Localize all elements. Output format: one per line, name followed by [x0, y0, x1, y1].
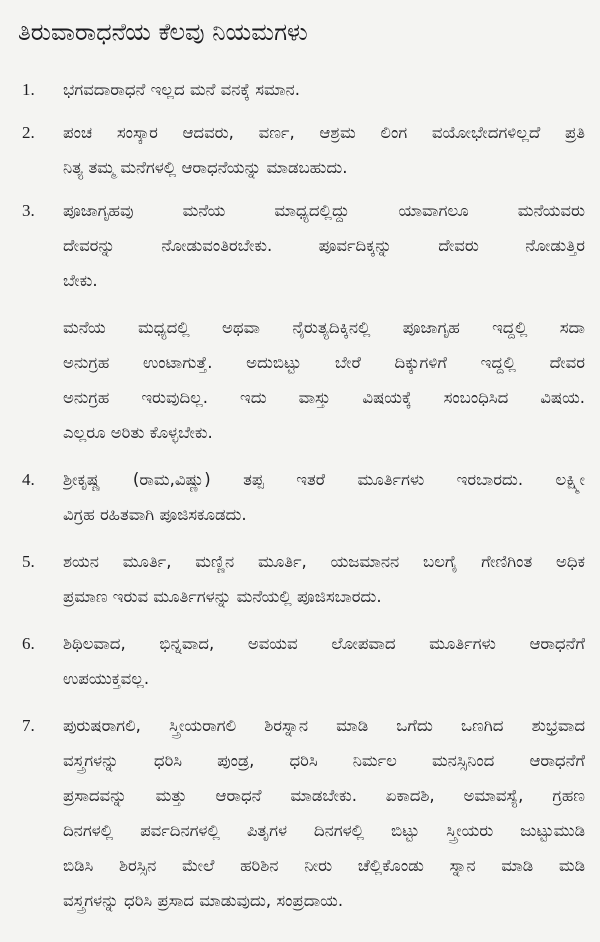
- rule-number: 4.: [22, 470, 35, 489]
- page-title: ತಿರುವಾರಾಧನೆಯ ಕೆಲವು ನಿಯಮಗಳು: [18, 18, 308, 46]
- rule-number: 3.: [22, 201, 35, 220]
- text-line: ಪುರುಷರಾಗಲಿ, ಸ್ತ್ರೀಯರಾಗಲಿ ಶಿರಸ್ನಾನ ಮಾಡಿ ಒಗೆದು ಒಣಗಿದ ಶುಭ್ರವಾದ: [63, 716, 585, 735]
- rule-text: [63, 193, 585, 298]
- rule-text: [63, 708, 585, 918]
- text-line: ಎಲ್ಲರೂ ಅರಿತು ಕೊಳ್ಳಬೇಕು.: [63, 423, 213, 442]
- text-line: ಪ್ರಮಾಣ ಇರುವ ಮೂರ್ತಿಗಳನ್ನು ಮನೆಯಲ್ಲಿ ಪೂಜಿಸಬಾರದು.: [63, 587, 382, 606]
- rule-text: [63, 462, 585, 532]
- text-line: ಮನೆಯ ಮಧ್ಯದಲ್ಲಿ ಅಥವಾ ನೈರುತ್ಯದಿಕ್ಕಿನಲ್ಲಿ ಪೂಜಾಗೃಹ ಇದ್ದಲ್ಲಿ ಸದಾ: [63, 318, 585, 337]
- rule-text: [63, 626, 585, 696]
- text-line: ದೇವರನ್ನು ನೋಡುವಂತಿರಬೇಕು. ಪೂರ್ವದಿಕ್ಕನ್ನು ದೇವರು ನೋಡುತ್ತಿರ: [63, 236, 585, 255]
- rule-item: [0, 115, 600, 185]
- rule-item: [0, 544, 600, 614]
- rule-item: [0, 462, 600, 532]
- text-line: ಅನುಗ್ರಹ ಉಂಟಾಗುತ್ತೆ. ಅದುಬಿಟ್ಟು ಬೇರೆ ದಿಕ್ಕುಗಳಿಗೆ ಇದ್ದಲ್ಲಿ ದೇವರ: [63, 353, 585, 372]
- text-line: ಶಿಥಿಲವಾದ, ಭಿನ್ನವಾದ, ಅವಯವ ಲೋಪವಾದ ಮೂರ್ತಿಗಳು ಆರಾಧನೆಗೆ: [63, 634, 585, 653]
- rule-number: 2.: [22, 123, 35, 142]
- text-line: ದಿನಗಳಲ್ಲಿ ಪರ್ವದಿನಗಳಲ್ಲಿ ಪಿತೃಗಳ ದಿನಗಳಲ್ಲಿ ಬಿಟ್ಟು ಸ್ತ್ರೀಯರು ಜುಟ್ಟುಮುಡಿ: [63, 821, 585, 840]
- text-line: ಬೇಕು.: [63, 271, 98, 290]
- text-line: ಪ್ರಸಾದವನ್ನು ಮತ್ತು ಆರಾಧನೆ ಮಾಡಬೇಕು. ಏಕಾದಶಿ, ಅಮಾವಸ್ಯೆ, ಗ್ರಹಣ: [63, 786, 585, 805]
- rule-item: [0, 72, 600, 107]
- rule-paragraph: [0, 310, 600, 450]
- rule-text: [63, 72, 585, 107]
- rule-number: 5.: [22, 552, 35, 571]
- text-line: ಪೂಜಾಗೃಹವು ಮನೆಯ ಮಾಧ್ಯದಲ್ಲಿದ್ದು ಯಾವಾಗಲೂ ಮನೆಯವರು: [63, 201, 585, 220]
- text-line: ಶ್ರೀಕೃಷ್ಣ (ರಾಮ,ವಿಷ್ಣು) ತಪ್ಪ ಇತರೆ ಮೂರ್ತಿಗಳು ಇರಬಾರದು. ಲಕ್ಷ್ಮೀ: [63, 470, 585, 489]
- text-line: ಬಿಡಿಸಿ ಶಿರಸ್ಸಿನ ಮೇಲೆ ಹರಿಶಿನ ನೀರು ಚೆಲ್ಲಿಕೊಂಡು ಸ್ನಾನ ಮಾಡಿ ಮಡಿ: [63, 856, 585, 875]
- text-line: ಶಯನ ಮೂರ್ತಿ, ಮಣ್ಣಿನ ಮೂರ್ತಿ, ಯಜಮಾನನ ಬಲಗೈ ಗೇಣಿಗಿಂತ ಅಧಿಕ: [63, 552, 585, 571]
- rule-text: [63, 310, 585, 450]
- rule-text: [63, 544, 585, 614]
- rule-item: [0, 626, 600, 696]
- text-line: ವಿಗ್ರಹ ರಹಿತವಾಗಿ ಪೂಜಿಸಕೂಡದು.: [63, 505, 247, 524]
- text-line: ಪಂಚ ಸಂಸ್ಕಾರ ಆದವರು, ವರ್ಣ, ಆಶ್ರಮ ಲಿಂಗ ವಯೋಭೇದಗಳಿಲ್ಲದೆ ಪ್ರತಿ: [63, 123, 585, 142]
- text-line: ನಿತ್ಯ ತಮ್ಮ ಮನೆಗಳಲ್ಲಿ ಆರಾಧನೆಯನ್ನು ಮಾಡಬಹುದು.: [63, 158, 348, 177]
- rule-number: 6.: [22, 634, 35, 653]
- rule-item: [0, 193, 600, 298]
- rule-item: [0, 708, 600, 918]
- text-line: ವಸ್ತ್ರಗಳನ್ನು ಧರಿಸಿ ಪ್ರಸಾದ ಮಾಡುವುದು, ಸಂಪ್ರದಾಯ.: [63, 891, 344, 910]
- text-line: ವಸ್ತ್ರಗಳನ್ನು ಧರಿಸಿ ಪುಂಡ್ರ, ಧರಿಸಿ ನಿರ್ಮಲ ಮನಸ್ಸಿನಿಂದ ಆರಾಧನೆಗೆ: [63, 751, 585, 770]
- rule-number: 1.: [22, 80, 35, 99]
- rules-list: [0, 72, 600, 918]
- text-line: ಅನುಗ್ರಹ ಇರುವುದಿಲ್ಲ. ಇದು ವಾಸ್ತು ವಿಷಯಕ್ಕೆ ಸಂಬಂಧಿಸಿದ ವಿಷಯ.: [63, 388, 585, 407]
- rule-text: [63, 115, 585, 185]
- text-line: ಭಗವದಾರಾಧನೆ ಇಲ್ಲದ ಮನೆ ವನಕ್ಕೆ ಸಮಾನ.: [63, 80, 300, 99]
- rule-number: 7.: [22, 716, 35, 735]
- text-line: ಉಪಯುಕ್ತವಲ್ಲ.: [63, 669, 150, 688]
